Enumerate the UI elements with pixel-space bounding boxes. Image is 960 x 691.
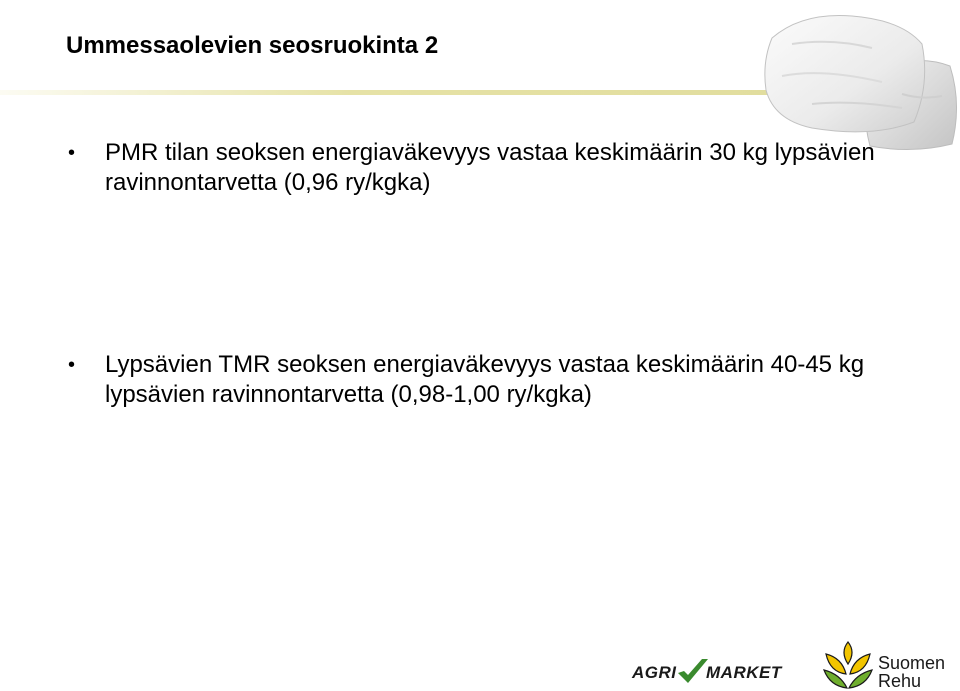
agrimarket-logo-right: MARKET xyxy=(706,663,782,682)
agrimarket-logo-left: AGRI xyxy=(632,663,677,682)
title-underline xyxy=(0,90,780,95)
suomen-rehu-logo-line1: Suomen xyxy=(878,653,946,673)
suomen-rehu-logo xyxy=(820,636,955,691)
feed-sacks-image xyxy=(752,4,960,154)
bullet-item xyxy=(66,138,946,198)
slide-title: Ummessaolevien seosruokinta 2 xyxy=(66,32,439,59)
bullet-list xyxy=(66,138,946,410)
agrimarket-logo xyxy=(632,655,782,689)
bullet-text: Lypsävien TMR seoksen energiaväkevyys vastaa keskimäärin 40-45 kg lypsävien ravinnontarvetta (0,98-1,00 ry/kgka) xyxy=(105,351,865,408)
grain-leaf-icon xyxy=(822,640,874,690)
checkmark-icon xyxy=(676,657,710,687)
bullet-text: PMR tilan seoksen energiaväkevyys vastaa keskimäärin 30 kg lypsävien ravinnontarvetta (0,96 ry/kgka) xyxy=(105,139,875,196)
bullet-marker: • xyxy=(68,354,76,376)
bullet-item xyxy=(66,350,946,410)
bullet-marker: • xyxy=(68,142,76,164)
suomen-rehu-logo-line2: Rehu xyxy=(878,671,922,691)
